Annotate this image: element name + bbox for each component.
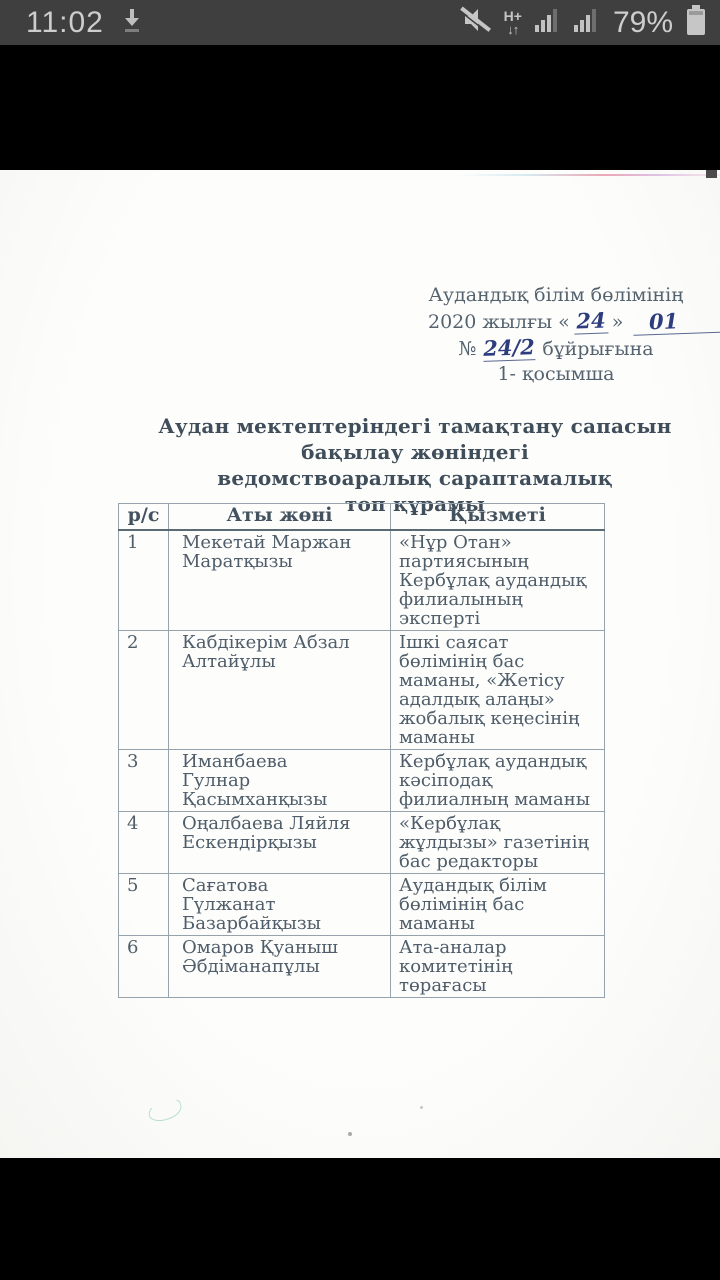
cell-name: Омаров Қуаныш Әбдіманапұлы xyxy=(169,935,391,997)
cell-name: Сағатова Гүлжанат Базарбайқызы xyxy=(169,873,391,935)
scan-artifact-streak xyxy=(460,174,720,176)
table-header-row xyxy=(119,504,605,530)
table-row xyxy=(119,873,605,935)
cell-position: Ішкі саясат бөлімінің бас маманы, «Жетісу адалдық алаңы» жобалық кеңесінің маманы xyxy=(391,630,605,749)
cell-num: 4 xyxy=(119,811,169,873)
status-bar xyxy=(0,0,720,45)
order-ref-line2: 2020 жылғы « 24 » 01 xyxy=(428,308,684,335)
document-title xyxy=(115,413,715,517)
title-line2: ведомствоаралық сараптамалық xyxy=(217,466,613,490)
cell-position: «Нұр Отан» партиясының Кербұлақ аудандық филиалының эксперті xyxy=(391,530,605,631)
table-row xyxy=(119,935,605,997)
cell-num: 2 xyxy=(119,630,169,749)
handwritten-order-number: 24/2 xyxy=(483,334,536,361)
cell-position: Кербұлақ аудандық кәсіподақ филиалның маманы xyxy=(391,749,605,811)
signal-icon xyxy=(535,6,561,39)
document-page[interactable] xyxy=(0,170,720,1158)
scan-artifact-corner xyxy=(706,170,717,178)
table-row xyxy=(119,530,605,631)
data-arrows-icon: ↓↑ xyxy=(507,22,519,37)
order-reference xyxy=(428,283,684,387)
col-header-num: р/с xyxy=(119,504,169,530)
cell-position: Ата-аналар комитетінің төрағасы xyxy=(391,935,605,997)
members-table xyxy=(118,503,605,998)
cell-num: 1 xyxy=(119,530,169,631)
download-icon xyxy=(120,6,144,39)
table-row xyxy=(119,749,605,811)
cell-name: Оңалбаева Ляйля Ескендірқызы xyxy=(169,811,391,873)
table-row xyxy=(119,630,605,749)
battery-icon xyxy=(686,4,706,41)
scan-speck-dot xyxy=(420,1106,423,1109)
handwritten-day: 24 xyxy=(573,307,608,334)
table-row xyxy=(119,811,605,873)
title-line3: топ құрамы xyxy=(344,492,486,516)
cell-position: Аудандық білім бөлімінің бас маманы xyxy=(391,873,605,935)
mute-icon xyxy=(459,5,491,40)
col-header-position: Қызметі xyxy=(391,504,605,530)
cell-num: 6 xyxy=(119,935,169,997)
scan-speck-scribble xyxy=(146,1096,184,1124)
cell-name: Иманбаева Гулнар Қасымханқызы xyxy=(169,749,391,811)
scan-speck-dot xyxy=(348,1132,352,1136)
cell-name: Мекетай Маржан Маратқызы xyxy=(169,530,391,631)
network-h-plus-icon xyxy=(504,9,522,36)
title-line1: Аудан мектептеріндегі тамақтану сапасын бақылау жөніндегі xyxy=(158,414,672,464)
battery-percent-label: 79% xyxy=(612,5,673,39)
cell-position: «Кербұлақ жұлдызы» газетінің бас редакторы xyxy=(391,811,605,873)
handwritten-month: 01 xyxy=(633,306,720,336)
order-ref-line3: № 24/2 бұйрығына xyxy=(458,334,654,361)
network-type-label: H+ xyxy=(503,8,522,24)
order-ref-line4: 1- қосымша xyxy=(497,363,615,385)
status-bar-left xyxy=(26,6,144,40)
status-bar-right xyxy=(459,4,706,41)
col-header-name: Аты жөні xyxy=(169,504,391,530)
signal-icon-2 xyxy=(574,6,600,39)
cell-num: 5 xyxy=(119,873,169,935)
order-ref-line1: Аудандық білім бөлімінің xyxy=(428,284,684,306)
cell-name: Кабдікерім Абзал Алтайұлы xyxy=(169,630,391,749)
cell-num: 3 xyxy=(119,749,169,811)
status-time: 11:02 xyxy=(26,5,104,39)
